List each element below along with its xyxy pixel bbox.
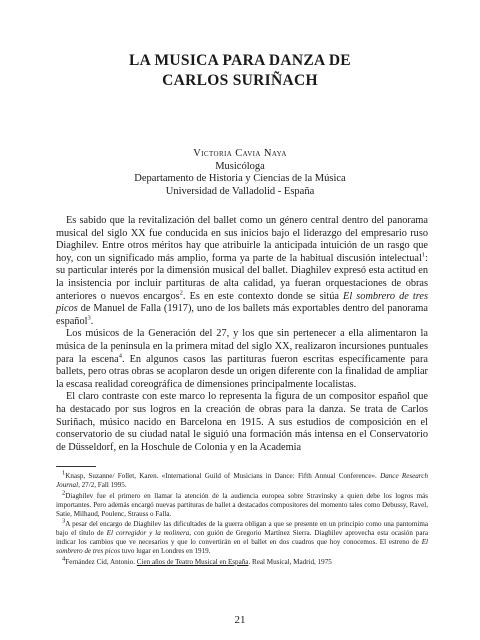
text-segment: Fernández Cid, Antonio. xyxy=(65,557,137,566)
author-role: Musicóloga xyxy=(215,160,265,172)
body-text xyxy=(56,215,428,454)
author-university: Universidad de Valladolid - España xyxy=(165,185,315,197)
author-department: Departamento de Historia y Ciencias de la Música xyxy=(134,173,346,184)
footnote-separator xyxy=(56,466,96,467)
text-segment: El corregidor y la molinera xyxy=(106,529,190,537)
text-segment: El claro contraste con este marco lo representa la figura de un compositor español que ha destacado por sus logros en la creación de obras para la danza. Se trata de Carlos Suriñach, músico nacido en Barcelona en 1915. A sus estudios de composición en el conservatorio de su ciudad natal le siguió una formación más intensa en el Conservatorio de Düsseldorf, en la Hoschule de Colonia y en la Academia xyxy=(56,391,428,453)
footnote-marker: 4 xyxy=(62,555,66,563)
text-segment: de Manuel de Falla (1917), uno de los ballets más exportables dentro del panorama español xyxy=(56,303,428,327)
footnote xyxy=(56,555,428,567)
footnote-marker: 1 xyxy=(62,469,66,477)
text-segment: Knasp, Suzanne/ Follet, Karen. «International Guild of Musicians in Dance: Fifth Annual Conference». xyxy=(65,472,381,480)
body-paragraph xyxy=(56,328,428,391)
footnote xyxy=(56,469,428,490)
text-segment: tuvo lugar en Londres en 1919. xyxy=(120,547,211,555)
footnote-marker: 3 xyxy=(87,314,91,322)
text-segment: . Es en este contexto donde se sitúa xyxy=(182,290,344,302)
footnote-marker: 4 xyxy=(118,352,122,360)
text-segment: El sombrero de tres picos xyxy=(56,538,428,555)
text-segment: : su particular interés por la dimensión musical del ballet. Diaghilev expresó esta actitud en la insistencia por incluir partituras de alta calidad, ya fueran orquestaciones de obras anteriores o nuevos encargos xyxy=(56,252,428,302)
text-segment: . En algunos casos las partituras fueron escritas específicamente para ballets, pero otras obras se acoplaron desde un origen diferente con la finalidad de ampliar la escasa realidad coreográfica de dimensiones principalmente localistas. xyxy=(56,353,429,390)
author-block xyxy=(0,148,480,198)
footnote-marker: 3 xyxy=(62,517,66,525)
text-segment: Los músicos de la Generación del 27, y los que sin pertenecer a ella alimentaron la música de la península en la primera mitad del siglo XX, realizaron incursiones puntuales para la escena xyxy=(56,328,428,365)
footnotes xyxy=(56,469,428,568)
page-number: 21 xyxy=(234,614,246,626)
body-paragraph xyxy=(56,391,428,454)
author-name: Victoria Cavia Naya xyxy=(193,148,287,159)
footnote xyxy=(56,489,428,519)
body-paragraph xyxy=(56,215,428,328)
footnote xyxy=(56,517,428,556)
footnote-marker: 2 xyxy=(62,489,66,497)
text-segment: Cien años de Teatro Musical en España xyxy=(136,557,249,566)
article-title-line-1: LA MUSICA PARA DANZA DE xyxy=(129,52,351,69)
text-segment: . Real Musical, Madrid, 1975 xyxy=(248,557,332,566)
footnote-marker: 1 xyxy=(421,251,426,259)
text-segment: , 27/2, Fall 1995. xyxy=(78,481,127,489)
text-segment: A pesar del encargo de Diaghilev las dificultades de la guerra obligan a que se presente en un principio como una pantomima bajo el título de xyxy=(56,520,428,537)
text-segment: El sombrero de tres picos xyxy=(56,290,428,315)
text-segment: . xyxy=(90,315,94,327)
text-segment: Es sabido que la revitalización del ballet como un género central dentro del panorama musical del siglo XX fue conducida en sus inicios bajo el liderazgo del empresario ruso Diaghilev. Entre otros méritos hay que atribuirle la anticipada intuición de un rasgo que hoy, con un significado más amplio, forma ya parte de la habitual discusión intelectual xyxy=(56,215,428,264)
text-segment: Diaghilev fue el primero en llamar la atención de la audiencia europea sobre Stravinsky a quien debe los logros más importantes. Pero además encargó nuevas partituras de ballet a destacados compositores del momento tales como Debussy, Ravel, Satie, Milhaud, Poulenc, Strauss o Falla. xyxy=(56,491,428,518)
text-segment: , con guión de Gregorio Martínez Sierra. Diaghilev aprovecha esta ocasión para indicar los cambios que ve necesarios y que lo convertirán en el ballet en dos cuadros que hoy conocemos. El estreno de xyxy=(56,529,428,546)
text-segment: Dance Research Journal xyxy=(56,472,428,489)
article-title-line-2: CARLOS SURIÑACH xyxy=(162,72,318,89)
footnote-marker: 2 xyxy=(179,289,183,297)
